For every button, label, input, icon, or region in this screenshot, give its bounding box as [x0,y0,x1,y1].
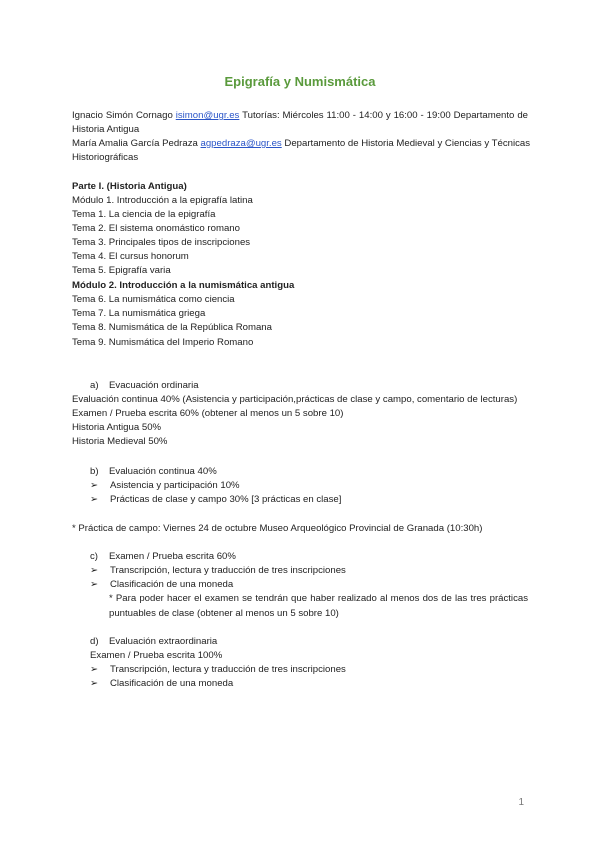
arrow-bullet-icon: ➢ [90,579,99,590]
evaluation-c-marker: c) [90,551,98,562]
document-title: Epigrafía y Numismática [224,74,376,89]
topic-item: Tema 5. Epigrafía varia [72,265,171,276]
evaluation-b-bullet [90,479,240,492]
evaluation-d-marker: d) [90,636,99,647]
page-number: 1 [518,797,524,808]
bullet-text: Clasificación de una moneda [110,678,234,689]
bullet-text: Prácticas de clase y campo 30% [3 prácticas en clase] [110,494,342,505]
teacher-1-email-link[interactable]: isimon@ugr.es [175,110,240,121]
module-1-heading: Módulo 1. Introducción a la epigrafía latina [72,195,253,206]
evaluation-b-heading [90,465,217,478]
evaluation-a-line: Evaluación continua 40% (Asistencia y participación,prácticas de clase y campo, comentario de lecturas) [72,394,518,405]
teacher-2-info: Departamento de Historia Medieval y Ciencias y Técnicas [284,138,531,149]
module-2-heading: Módulo 2. Introducción a la numismática antigua [72,280,295,291]
bullet-text: Asistencia y participación 10% [110,480,240,491]
evaluation-b-bullet [90,493,341,506]
evaluation-a-line: Historia Medieval 50% [72,436,168,447]
teacher-1-name: Ignacio Simón Cornago [72,110,173,121]
teacher-1-info: Tutorías: Miércoles 11:00 - 14:00 y 16:00 - 19:00 Departamento de [242,110,528,121]
evaluation-c-title: Examen / Prueba escrita 60% [109,551,236,562]
evaluation-d-bullet [90,677,233,690]
topic-item: Tema 3. Principales tipos de inscripciones [72,237,251,248]
part-heading: Parte I. (Historia Antigua) [72,181,187,192]
evaluation-a-heading [90,379,199,392]
bullet-text: Transcripción, lectura y traducción de tres inscripciones [110,664,346,675]
exam-requirement-note-line-2: puntuables de clase (obtener al menos un 5 sobre 10) [109,608,339,619]
topic-item: Tema 7. La numismática griega [72,308,206,319]
arrow-bullet-icon: ➢ [90,565,99,576]
teacher-2-email-link[interactable]: agpedraza@ugr.es [200,138,282,149]
topic-item: Tema 8. Numismática de la República Romana [72,322,272,333]
evaluation-d-heading [90,635,217,648]
evaluation-d-title: Evaluación extraordinaria [109,636,218,647]
evaluation-b-marker: b) [90,466,99,477]
topic-item: Tema 2. El sistema onomástico romano [72,223,240,234]
field-practice-note: * Práctica de campo: Viernes 24 de octubre Museo Arqueológico Provincial de Granada (10:30h) [72,523,483,534]
teacher-1-line-1 [72,109,528,122]
evaluation-c-heading [90,550,236,563]
teacher-2-name: María Amalia García Pedraza [72,138,198,149]
arrow-bullet-icon: ➢ [90,480,99,491]
evaluation-d-bullet [90,663,346,676]
evaluation-a-marker: a) [90,380,99,391]
arrow-bullet-icon: ➢ [90,678,99,689]
evaluation-d-subline: Examen / Prueba escrita 100% [90,650,223,661]
arrow-bullet-icon: ➢ [90,494,99,505]
evaluation-c-bullet [90,578,233,591]
evaluation-a-line: Examen / Prueba escrita 60% (obtener al menos un 5 sobre 10) [72,408,344,419]
bullet-text: Clasificación de una moneda [110,579,234,590]
arrow-bullet-icon: ➢ [90,664,99,675]
teacher-2-department: Historiográficas [72,152,139,163]
exam-requirement-note-line-1: * Para poder hacer el examen se tendrán que haber realizado al menos dos de las tres prácticas [109,593,528,604]
teacher-1-department: Historia Antigua [72,124,140,135]
topic-item: Tema 9. Numismática del Imperio Romano [72,337,254,348]
evaluation-a-title: Evacuación ordinaria [109,380,199,391]
evaluation-c-bullet [90,564,346,577]
teacher-2-line-1 [72,137,531,150]
evaluation-b-title: Evaluación continua 40% [109,466,217,477]
topic-item: Tema 4. El cursus honorum [72,251,189,262]
evaluation-a-line: Historia Antigua 50% [72,422,162,433]
topic-item: Tema 1. La ciencia de la epigrafía [72,209,216,220]
bullet-text: Transcripción, lectura y traducción de tres inscripciones [110,565,346,576]
topic-item: Tema 6. La numismática como ciencia [72,294,235,305]
